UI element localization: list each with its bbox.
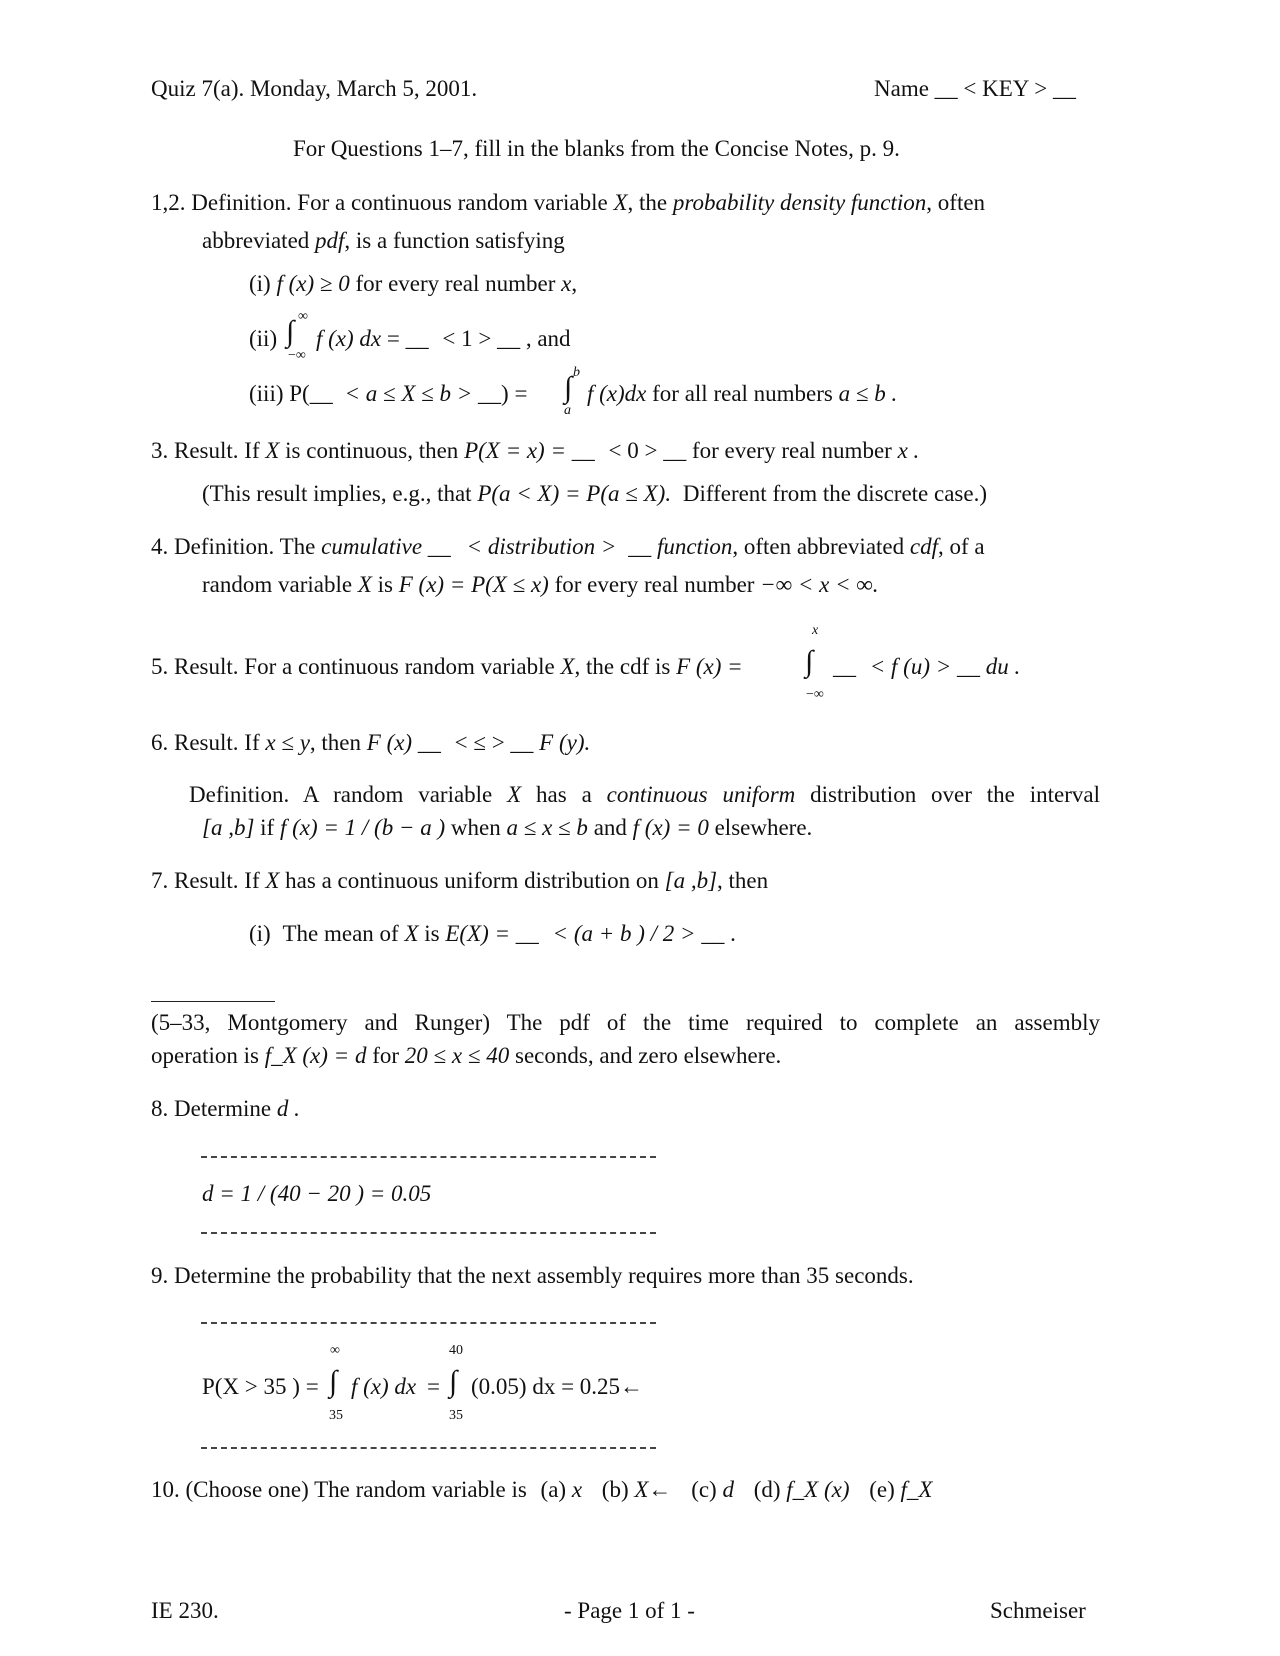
q7-sub-var: X [404,921,419,946]
q12-term: probability density function [672,190,927,215]
q9-int2-upper: 40 [449,1343,463,1358]
instructions: For Questions 1–7, fill in the blanks from the Concise Notes, p. 9. [293,136,900,161]
q9-int1-lower: 35 [329,1408,343,1423]
q7-line1 [151,867,768,895]
q6-text: Result. If [174,730,260,755]
q5-integral: ∫ [805,645,814,678]
q12-line2-a: abbreviated [202,228,310,253]
cond-ii-body [316,325,571,353]
q4-text-a: Definition. The [174,534,316,559]
q5-du: du . [985,654,1021,679]
q5-upper: x [812,623,819,638]
q6-number: 6. [151,730,169,755]
def-expr1: f (x) = 1 / (b − a ) [279,815,446,840]
q8-number: 8. [151,1096,169,1121]
q5-text-b: , the cdf is [574,654,671,679]
q7-text-b: has a continuous uniform distribution on [285,868,659,893]
q7-number: 7. [151,868,169,893]
q4-line2-range: −∞ < x < ∞. [760,572,879,597]
q7-sub-text: The mean of [282,921,399,946]
q10-opt-b: (b) [601,1477,629,1502]
q7-var: X [265,868,280,893]
def-line2-b: when [450,815,501,840]
q10-opt-c-val: d [722,1477,734,1502]
q9-text: Determine the probability that the next assembly requires more than 35 seconds. [174,1263,914,1288]
cond-i-tail: for every real number [355,271,556,296]
q8-text: Determine [174,1096,272,1121]
def-interval: [a ,b] [202,815,255,840]
q6-cond: x ≤ y [265,730,310,755]
cond-iii-expr: f (x)dx [587,381,647,406]
q10-text: (Choose one) The random variable is [185,1477,527,1502]
q7-interval: [a ,b] [664,868,718,893]
q3-var: X [265,438,280,463]
def-var: X [507,782,522,807]
name-field: Name __ < KEY > __ [874,76,1077,101]
q3-note-expr: P(a < X) = P(a ≤ X). [477,481,672,506]
q7-sub-number: (i) [249,921,271,946]
problem-line2-c: seconds, and zero elsewhere. [515,1043,782,1068]
cond-ii-label: (ii) [249,326,278,351]
q3-note-b: Different from the discrete case.) [682,481,988,506]
q9-eq: = [427,1374,440,1399]
q5-var: X [560,654,575,679]
q9-number: 9. [151,1263,169,1288]
footer-page-number: - Page 1 of 1 - [564,1598,695,1623]
q12-text: Definition. For a continuous random variable [191,190,608,215]
section-divider [151,1001,275,1002]
q5-blank2: __ [957,654,980,679]
name-answer: < KEY > [963,76,1048,101]
cond-ii-tail: __ , and [497,326,571,351]
def-b: has a [536,782,592,807]
q5-expr: F (x) = [676,654,743,679]
q5-line [151,653,743,681]
problem-expr: f_X (x) = d [264,1043,367,1068]
q10-opt-b-val: X← [634,1477,672,1502]
quiz-title: Quiz 7(a). Monday, March 5, 2001. [151,76,478,101]
problem-statement [151,1004,1100,1041]
def-term: continuous uniform [606,782,796,807]
def-cond: a ≤ x ≤ b [506,815,588,840]
q5-answer: < f (u) > [869,654,952,679]
q3-number: 3. [151,438,169,463]
cond-iii-label: (iii) P(__ [249,381,333,406]
q4-line2-expr: F (x) = P(X ≤ x) [398,572,549,597]
q10-opt-e-val: f_X [900,1477,933,1502]
q9-result: = 0.25← [561,1374,644,1399]
q9-int2-body: (0.05) dx [471,1374,556,1399]
q6-line [151,729,590,757]
footer-course: IE 230. [151,1598,219,1623]
q7-mean [249,920,736,948]
q3-line1 [151,437,919,465]
q12-cond-i: (i) f (x) ≥ 0 for every real number x, [249,271,578,296]
q10-opt-e: (e) [869,1477,895,1502]
q10-opt-d: (d) [753,1477,781,1502]
q4-answer: < distribution > [466,534,617,559]
q4-line2 [202,571,879,599]
q12-pdf: pdf [315,228,345,253]
name-label: Name [874,76,929,101]
cond-iii-tail: for all real numbers [652,381,833,406]
cond-ii-lower: −∞ [288,348,306,363]
q9-int2-lower: 35 [449,1408,463,1423]
q5-blank1: __ [833,654,856,679]
def-c: distribution over the interval [810,782,1100,807]
q7-sub-b: is [424,921,440,946]
q4-line1 [151,533,985,561]
q8-dash-bottom [201,1232,656,1234]
uniform-definition [189,776,1100,813]
q9-integral-1: ∫ [329,1365,338,1398]
def-expr2: f (x) = 0 [632,815,709,840]
uniform-def-line1 [189,776,1100,813]
q7-tail: __ . [701,921,736,946]
q4-line2-b: is [377,572,393,597]
cond-i-expr: f (x) ≥ 0 [276,271,350,296]
q12-line2 [202,227,565,255]
q9-integral-2: ∫ [449,1365,458,1398]
q8-var: d . [276,1096,300,1121]
q4-abbr: cdf [909,534,938,559]
q12-text-b: , the [627,190,668,215]
q6-text-b: , then [309,730,362,755]
q5-text: Result. For a continuous random variable [174,654,555,679]
q10-number: 10. [151,1477,180,1502]
q12-number: 1,2. [151,190,186,215]
cond-ii-eq: = __ [386,326,429,351]
cond-i-var: x [561,271,572,296]
cond-iii-upper: b [573,365,580,380]
cond-iii-right [587,380,897,408]
q3-text: Result. If [174,438,260,463]
def-a: Definition. A random variable [189,782,493,807]
footer-author: Schmeiser [990,1598,1086,1623]
cond-ii-upper: ∞ [298,309,308,324]
q10-opt-a: (a) [540,1477,567,1502]
q12-line1 [151,189,985,217]
q4-term: cumulative [321,534,423,559]
q9-int1-upper: ∞ [330,1343,340,1358]
q3-tail: __ for every real number [663,438,892,463]
cond-i-label: (i) [249,271,271,296]
cond-iii-answer: < a ≤ X ≤ b > [344,381,473,406]
cond-ii-integral: ∫ [286,315,295,348]
cond-iii-integral: ∫ [564,371,573,404]
q9-int2-part [471,1373,643,1401]
cond-ii-expr: f (x) dx [316,326,382,351]
q10-opt-c: (c) [691,1477,717,1502]
q10-opt-d-val: f_X (x) [786,1477,850,1502]
q8-answer: d = 1 / (40 − 20 ) = 0.05 [202,1181,432,1206]
q6-answer: < ≤ > [454,730,505,755]
q4-term2: function [656,534,733,559]
q4-line2-c: for every real number [554,572,755,597]
q10-line [151,1476,933,1504]
def-line2-a: if [260,815,275,840]
def-line2-c: and [593,815,627,840]
q12-text-c: , often [926,190,986,215]
q7-text-c: , then [717,868,769,893]
q7-sub-expr: E(X) = __ [445,921,539,946]
q3-text-b: is continuous, then [285,438,459,463]
q3-tail-var: x . [897,438,920,463]
q12-line2-c: , is a function satisfying [344,228,565,253]
q4-text-b: , often abbreviated [732,534,905,559]
problem-line2 [151,1042,781,1070]
q4-blank1: __ [427,534,451,559]
uniform-def-line2 [202,814,812,842]
q4-number: 4. [151,534,169,559]
q9-line [151,1262,914,1290]
def-line2-d: elsewhere. [714,815,813,840]
cond-iii-left [249,380,527,408]
problem-line1: (5–33, Montgomery and Runger) The pdf of the time required to complete an assembly [151,1010,1100,1035]
q3-answer: < 0 > [608,438,658,463]
q5-lower: −∞ [806,687,824,702]
problem-cond: 20 ≤ x ≤ 40 [404,1043,510,1068]
problem-line2-b: for [372,1043,400,1068]
q4-line2-var: X [357,572,372,597]
cond-iii-vars: a ≤ b . [838,381,898,406]
q7-answer: < (a + b ) / 2 > [552,921,696,946]
q9-lhs: P(X > 35 ) = [202,1374,319,1399]
q5-number: 5. [151,654,169,679]
q10-opt-a-val: x [571,1477,583,1502]
q7-text: Result. If [174,868,260,893]
q9-dash-top [201,1322,656,1324]
q4-text-c: , of a [937,534,985,559]
q8-line [151,1095,300,1123]
q3-note [202,480,987,508]
q12-var: X [613,190,628,215]
cond-iii-mid: __) = [478,381,528,406]
q4-blank2: __ [628,534,652,559]
q5-body [833,653,1020,681]
q6-expr: F (x) __ [366,730,441,755]
cond-iii-lower: a [564,403,571,418]
q9-int1-body: f (x) dx [351,1374,417,1399]
q9-dash-bottom [201,1447,656,1449]
q4-line2-a: random variable [202,572,353,597]
problem-line2-a: operation is [151,1043,259,1068]
q3-expr: P(X = x) = __ [464,438,595,463]
cond-ii-answer: < 1 > [442,326,492,351]
q6-tail: __ F (y). [510,730,591,755]
q3-note-a: (This result implies, e.g., that [202,481,472,506]
q8-dash-top [201,1156,656,1158]
